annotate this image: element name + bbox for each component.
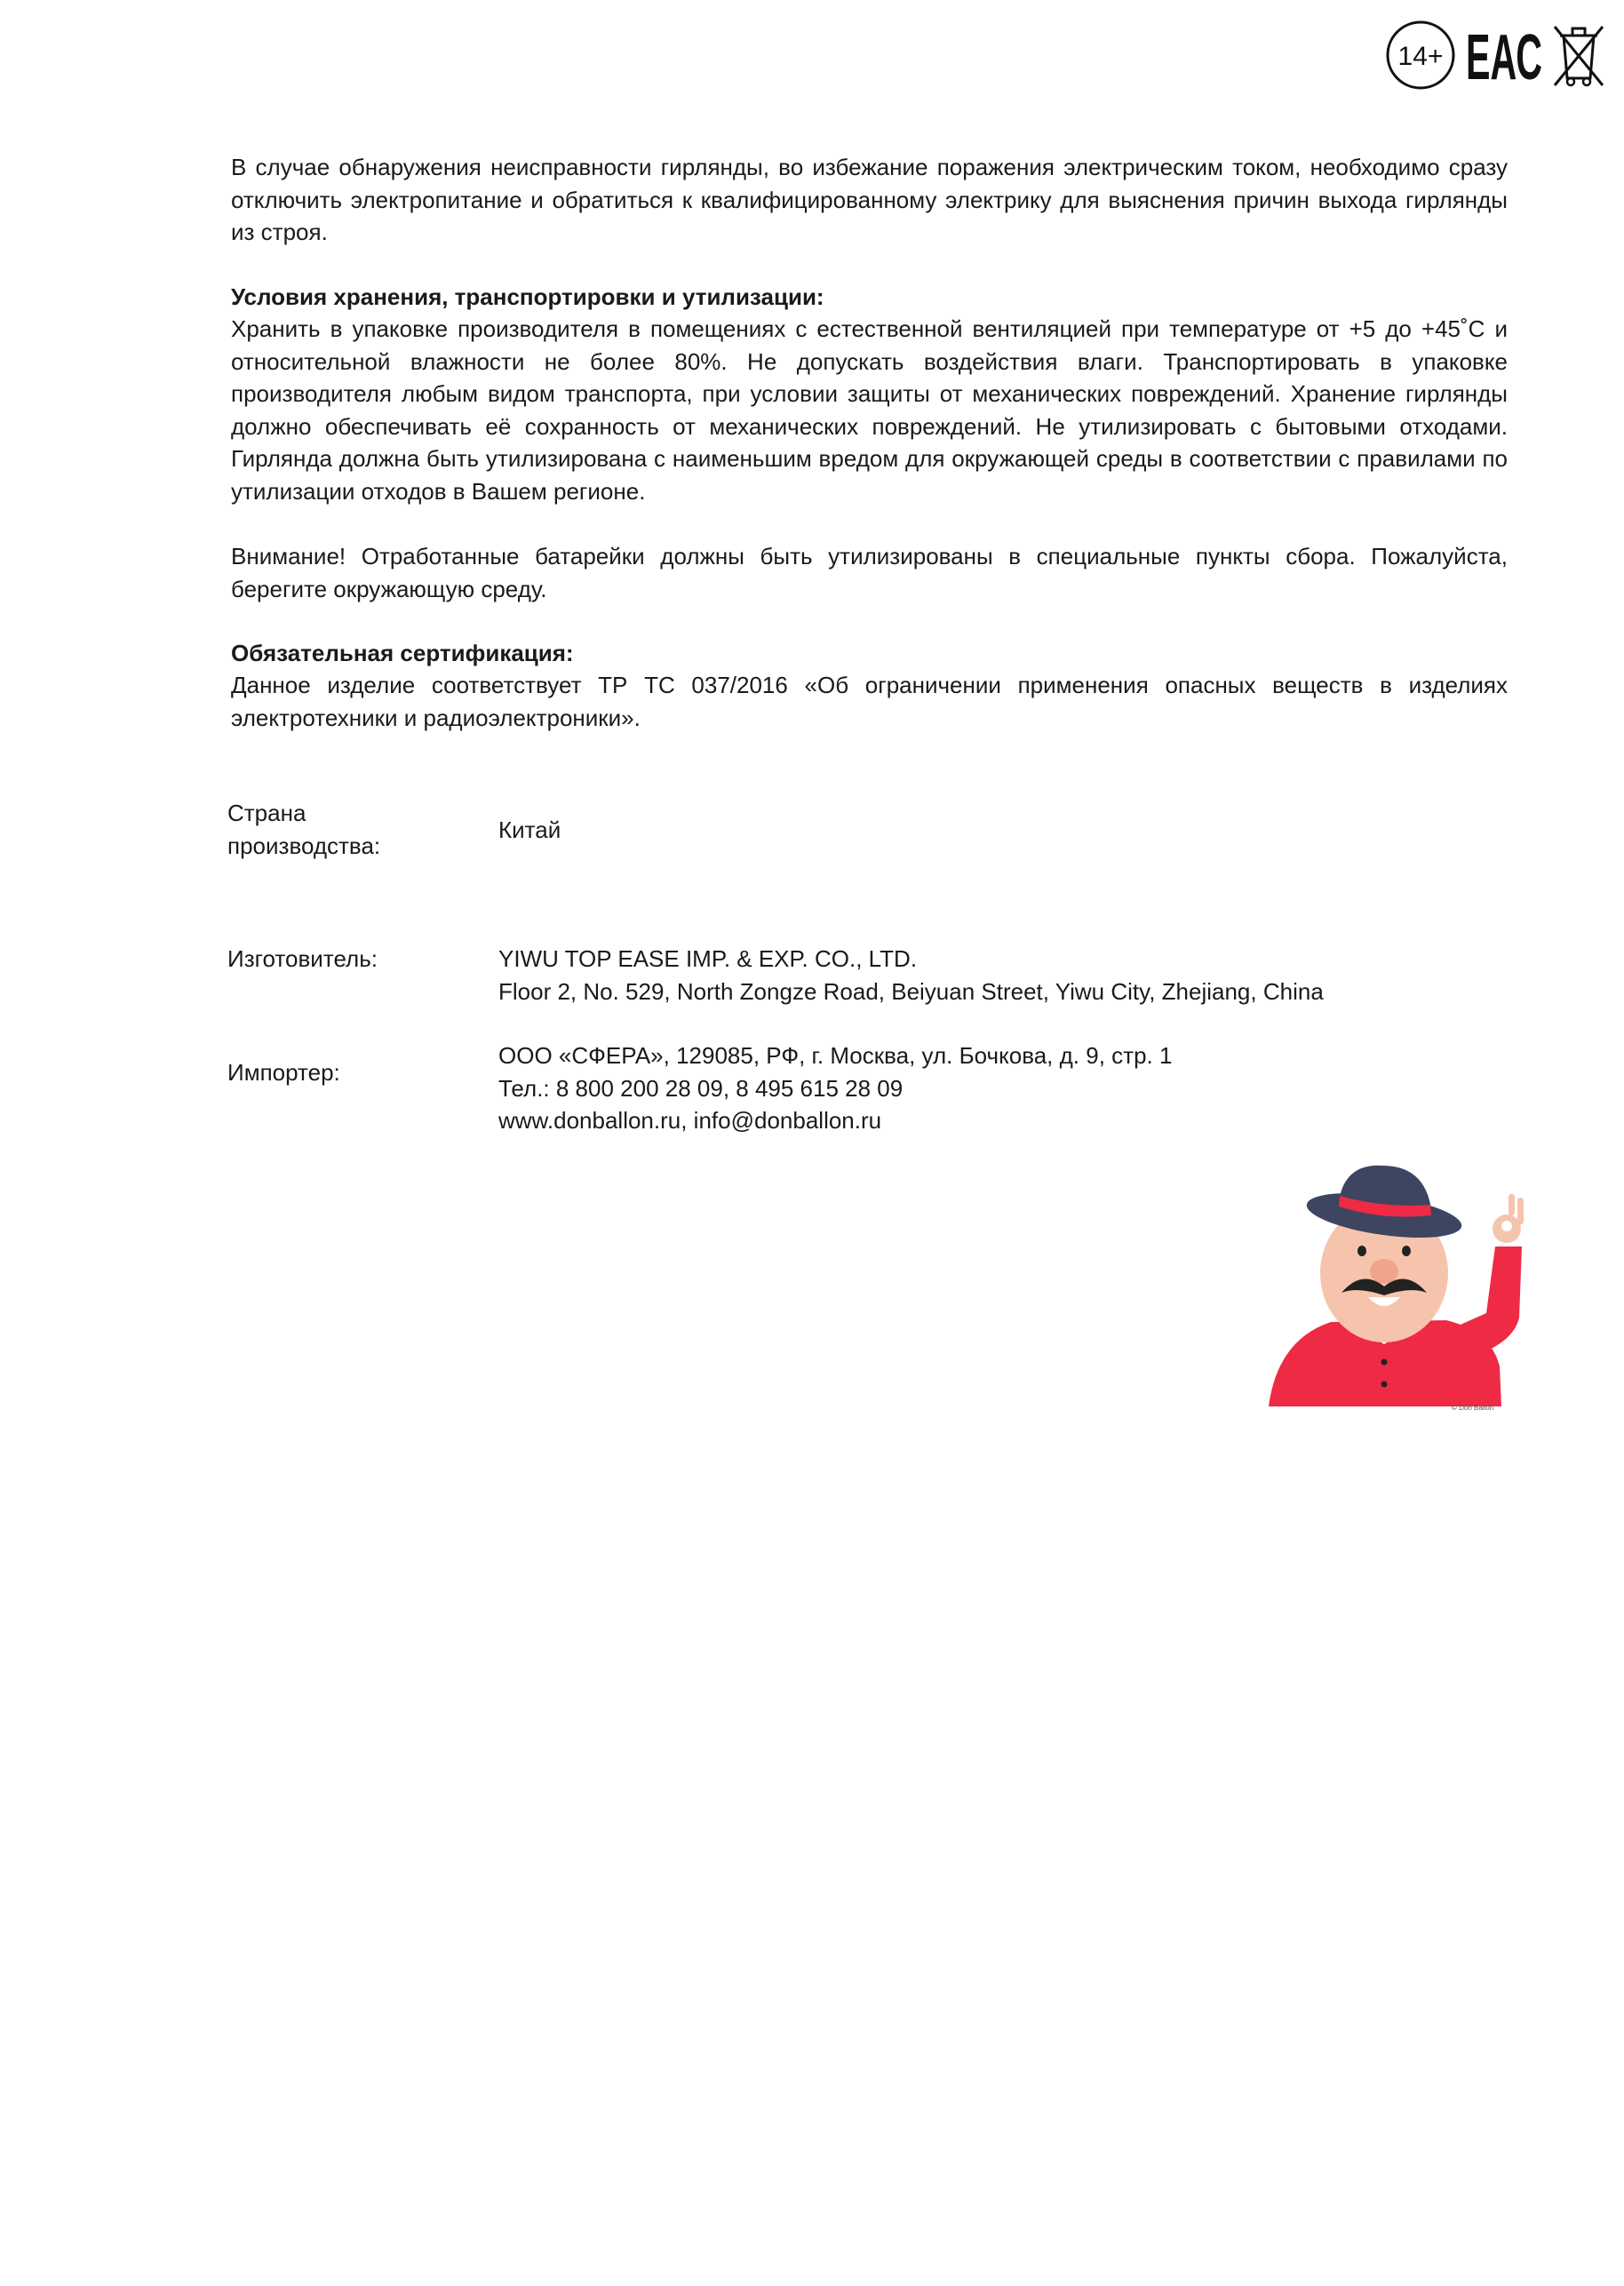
importer-address: ООО «СФЕРА», 129085, РФ, г. Москва, ул. Бочкова, д. 9, стр. 1	[498, 1042, 1173, 1069]
manufacturer-address: Floor 2, No. 529, North Zongze Road, Beiyuan Street, Yiwu City, Zhejiang, China	[498, 977, 1324, 1005]
manufacturer-name: YIWU TOP EASE IMP. & EXP. CO., LTD.	[498, 945, 918, 972]
eac-mark-icon	[1466, 22, 1542, 93]
eac-mark-label: ЕАС	[1466, 22, 1542, 93]
age-rating-icon	[1384, 19, 1457, 92]
manufacturer-value	[498, 943, 1520, 1008]
storage-heading: Условия хранения, транспортировки и утилизации:	[231, 283, 824, 310]
mascot-arm	[1446, 1247, 1522, 1358]
importer-label: Импортер:	[227, 1059, 340, 1086]
country-label	[227, 797, 458, 862]
importer-web-email: www.donballon.ru, info@donballon.ru	[498, 1107, 882, 1134]
storage-paragraph: Хранить в упаковке производителя в помещениях с естественной вентиляцией при температуре от +5 до +45˚С и относительной влажности не более 80%. Не допускать воздействия влаги. Транспортировать в упаковке производителя любым видом транспорта, при условии защиты от механических повреждений. Хранение гирлянды должно обеспечивать её сохранность от механических повреждений. Не утилизировать с бытовыми отходами. Гирлянда должна быть утилизирована с наименьшим вредом для окружающей среды в соответствии с правилами по утилизации отходов в Вашем регионе.	[231, 315, 1508, 505]
certification-badges	[1384, 20, 1606, 91]
country-value: Китай	[498, 816, 561, 843]
weee-crossed-bin-icon	[1551, 23, 1606, 87]
certification-heading: Обязательная сертификация:	[231, 640, 574, 666]
battery-warning-paragraph: Внимание! Отработанные батарейки должны быть утилизированы в специальные пункты сбора. Пожалуйста, берегите окружающую среду.	[231, 543, 1508, 602]
malfunction-paragraph: В случае обнаружения неисправности гирлянды, во избежание поражения электрическим током, необходимо сразу отключить электропитание и обратиться к квалифицированному электрику для выяснения причин выхода гирлянды из строя.	[231, 154, 1508, 245]
manufacturer-label: Изготовитель:	[227, 945, 378, 972]
mascot-illustration	[1269, 1162, 1544, 1420]
importer-phones: Тел.: 8 800 200 28 09, 8 495 615 28 09	[498, 1074, 904, 1102]
importer-value	[498, 1039, 1520, 1137]
certification-paragraph: Данное изделие соответствует ТР ТС 037/2016 «Об ограничении применения опасных веществ в изделиях электротехники и радиоэлектроники».	[231, 672, 1508, 731]
country-label-line1: Страна	[227, 800, 306, 826]
age-rating-label: 14+	[1397, 42, 1444, 71]
mascot-copyright: © Don Ballon	[1452, 1404, 1494, 1412]
country-label-line2: производства:	[227, 832, 381, 859]
